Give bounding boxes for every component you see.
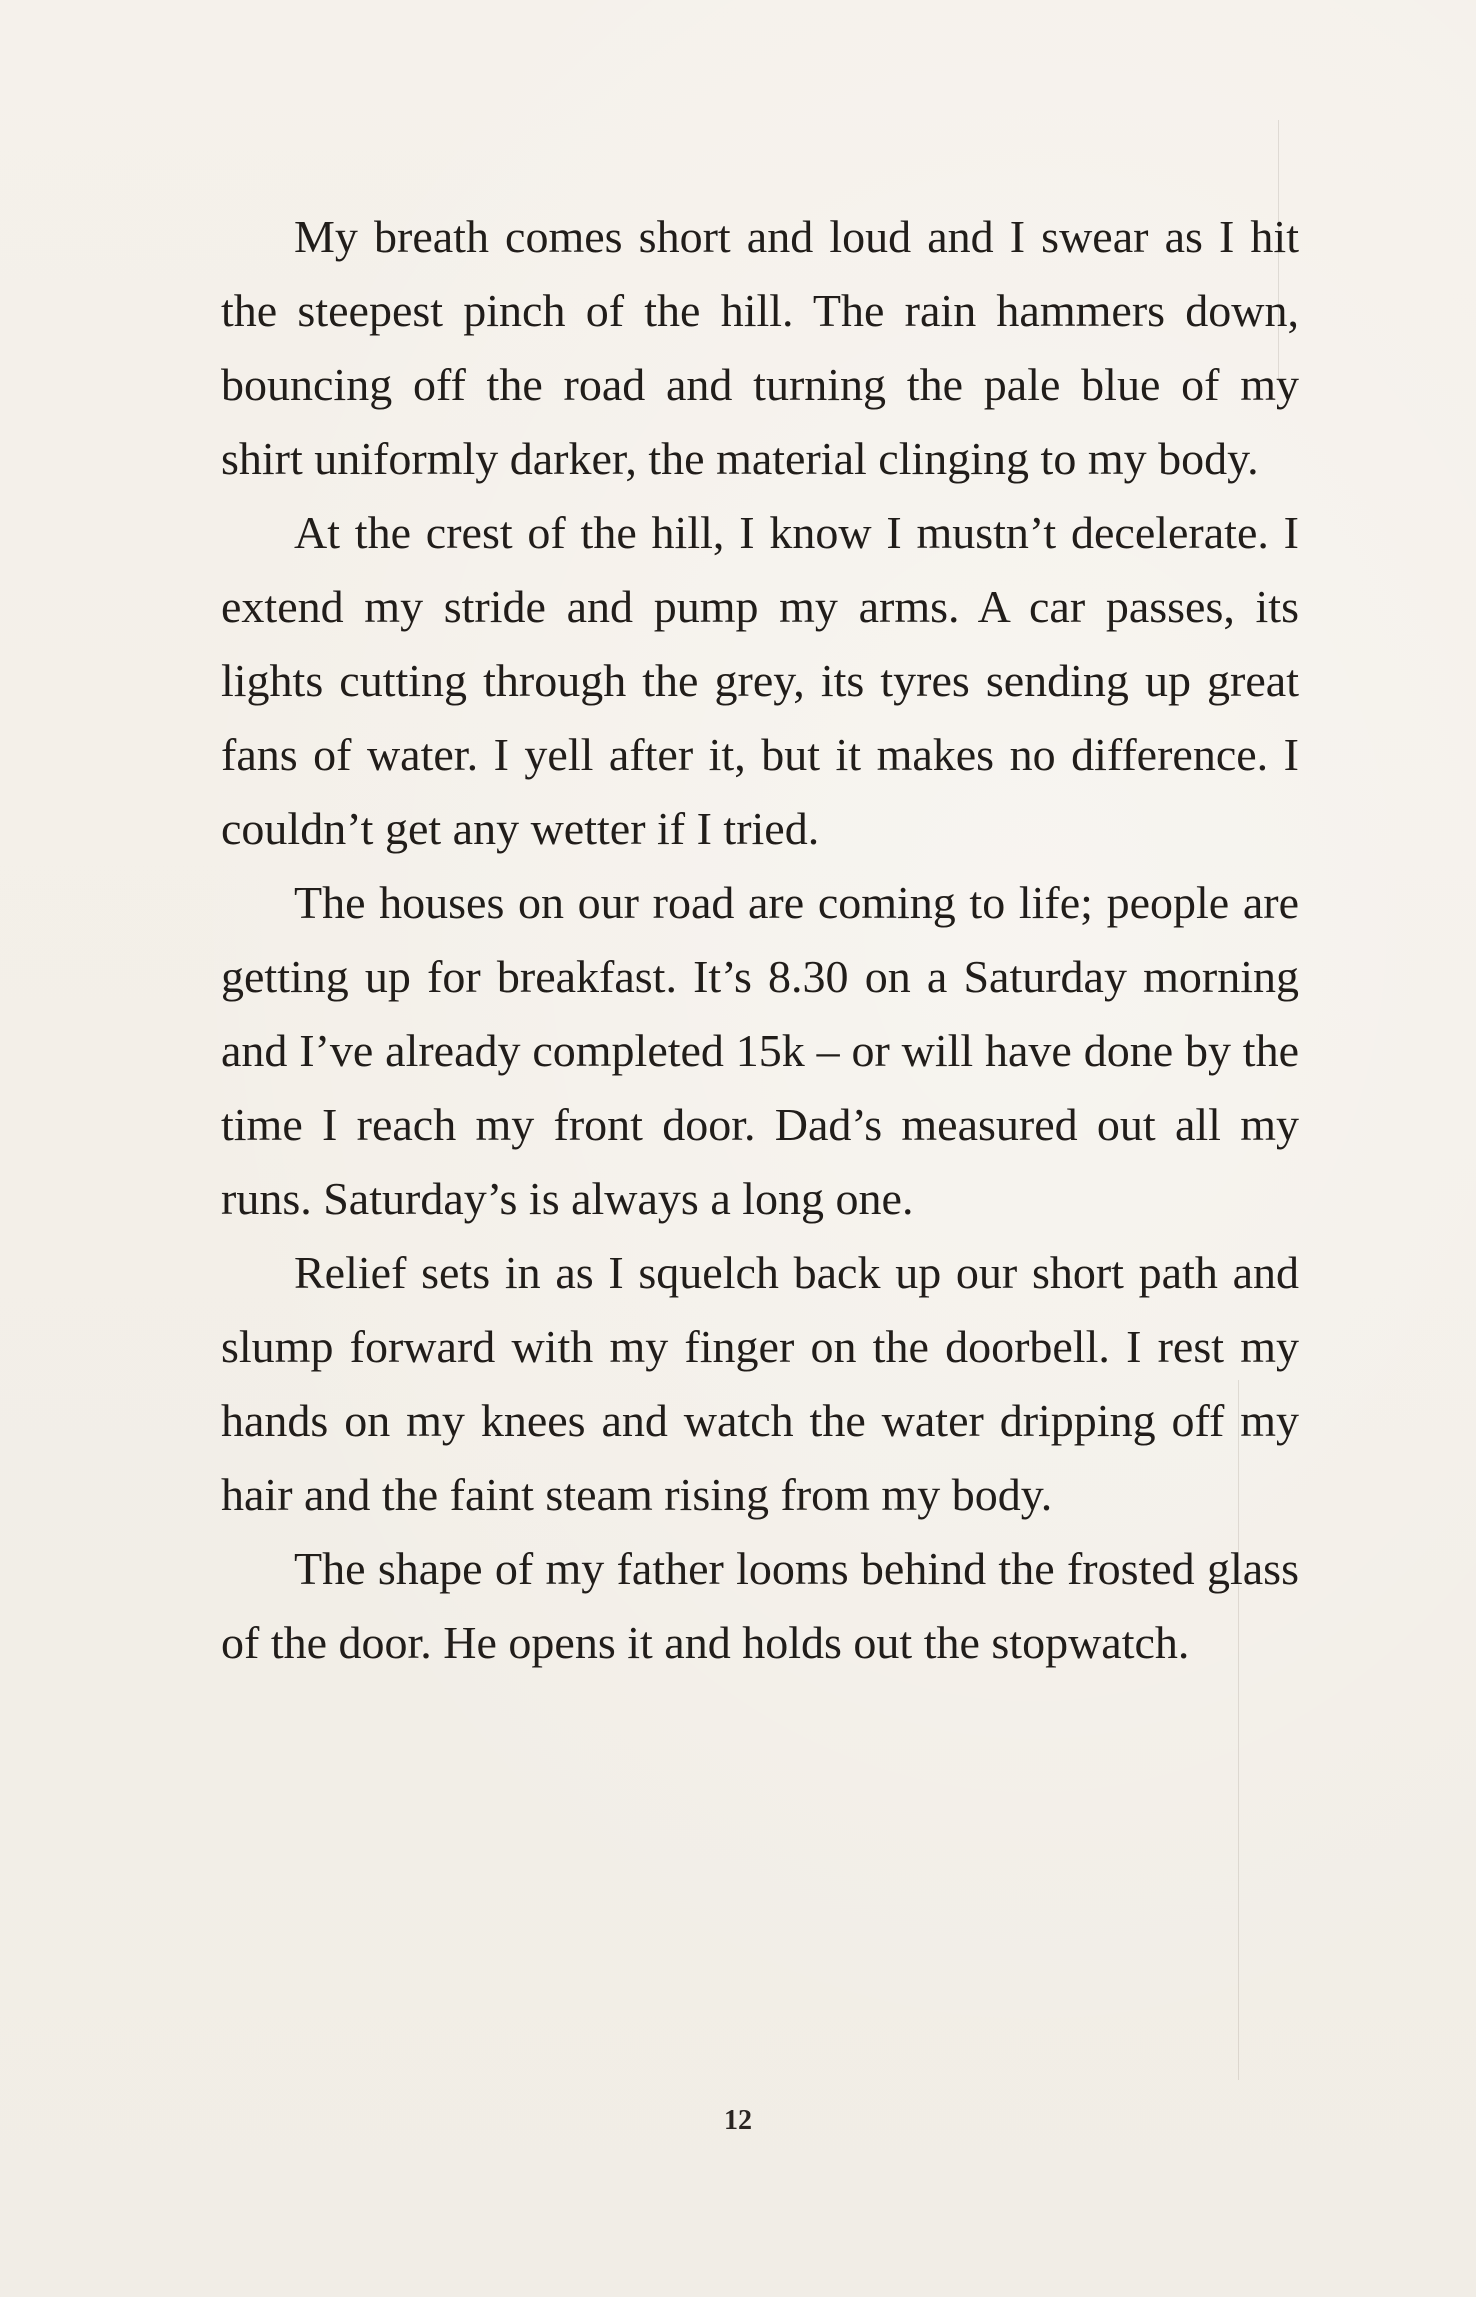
- page-number: 12: [724, 2105, 752, 2136]
- paragraph: The shape of my father looms behind the frosted glass of the door. He opens it and holds out the stopwatch.: [221, 1543, 1299, 1668]
- paragraph: The houses on our road are coming to life; people are getting up for breakfast. It’s 8.30 on a Saturday morning and I’ve already completed 15k – or will have done by the time I reach my front door. Dad’s measured out all my runs. Saturday’s is always a long one.: [221, 877, 1299, 1224]
- paragraph: Relief sets in as I squelch back up our short path and slump forward with my finger on the doorbell. I rest my hands on my knees and watch the water dripping off my hair and the faint steam rising from my body.: [221, 1247, 1299, 1520]
- paragraph: My breath comes short and loud and I swear as I hit the steepest pinch of the hill. The rain hammers down, bouncing off the road and turning the pale blue of my shirt uniformly darker, the material clinging to my body.: [221, 211, 1299, 484]
- paragraph: At the crest of the hill, I know I mustn’t decelerate. I extend my stride and pump my arms. A car passes, its lights cutting through the grey, its tyres sending up great fans of water. I yell after it, but it makes no difference. I couldn’t get any wetter if I tried.: [221, 507, 1299, 854]
- body-text: [221, 200, 1299, 1680]
